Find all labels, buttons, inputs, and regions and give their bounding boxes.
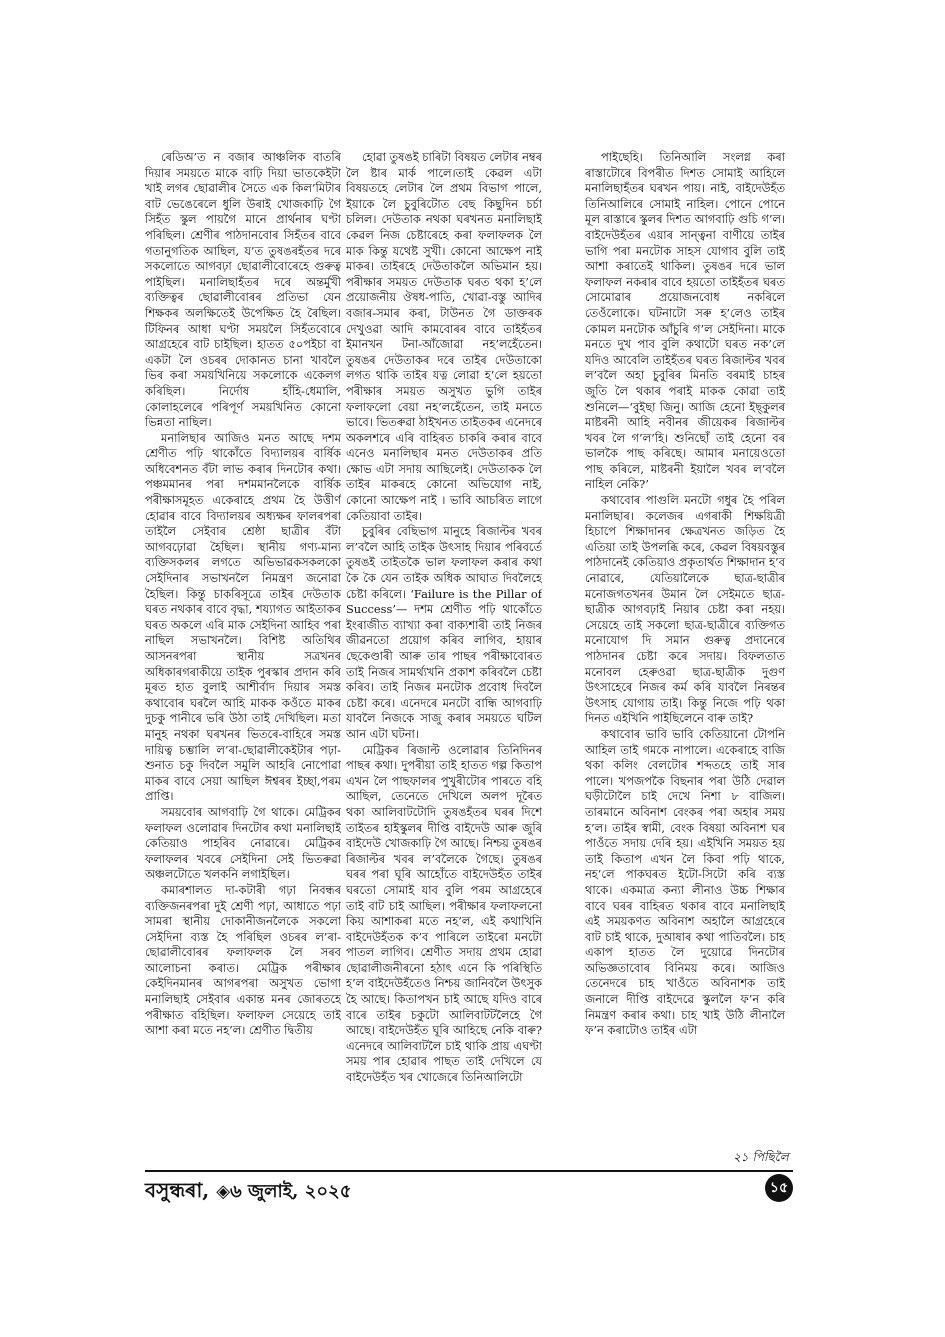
magazine-name: বসুন্ধৰা, bbox=[145, 1178, 210, 1202]
page-number-badge: ১৫ bbox=[765, 1174, 793, 1202]
footer-divider bbox=[145, 1170, 793, 1172]
paragraph: কমাৰশালত দা-কটাৰী গঢ়া নিবন্ধৰ ব্যক্তিজনৰপৰা দুই শ্ৰেণী পঢ়া, আধাতে পঢ়া সামৰা স্থানীয় দোকানীজনলৈকে সকলো সেইদিনা ব্যস্ত হৈ পৰিছিল ওচৰৰ ল’ৰা-ছোৱালীবোৰৰ ফলাফলক লৈ সৰব আলোচনা কৰাত। মেট্ৰিক পৰীক্ষাৰ কেইদিনমানৰ আগৰপৰা অসুখত ভোগা মনালিছাই সেইবাৰ একান্ত মনৰ জোৰতহে পৰীক্ষাত বহিছিল। ফলাফল সেয়েহে তাই আশা কৰা মতে নহ’ল। শ্ৰেণীত দ্বিতীয় bbox=[145, 882, 341, 1038]
paragraph: চুবুৰিৰ বেছিভাগ মানুহে ৰিজাল্টৰ খবৰ ল’বলৈ আহি তাইক উৎসাহ দিয়াৰ পৰিবৰ্তে তুষঙই তাইতকৈ ভাল ফলাফল কৰাৰ কথা কৈ কৈ যেন তাইক অধিক আঘাত দিবলৈহে চেষ্টা কৰিলে। ‘Failure is the Pillar of Success’— দশম শ্ৰেণীত পঢ়ি থাকোঁতে ইংৰাজীত ব্যাখ্যা কৰা বাক্যশাৰী তাই নিজৰ জীৱনতো প্ৰয়োগ কৰিব লাগিব, হায়াৰ ছেকেণ্ডাৰী আৰু তাৰ পাছৰ পৰীক্ষাবোৰত তাই নিজৰ সামৰ্থ্যখনি প্ৰকাশ কৰিবলৈ চেষ্টা কৰিব। তাই নিজৰ মনটোক প্ৰবোধ দিবলৈ চেষ্টা কৰে। এনেদৰে মনটো বান্ধি আগবাঢ়ি যাবলৈ নিজকে সাজু কৰাৰ সময়তে ঘটিল আন এটা ঘটনা। bbox=[346, 524, 542, 741]
article-column-3 bbox=[585, 150, 785, 1150]
article-column-1 bbox=[145, 150, 341, 1150]
paragraph: পাইছেহি। তিনিআলি সংলগ্ন কৰা ৰাস্তাটোৰে বিপৰীত দিশত সোমাই আহিলে মনালিছাহঁতৰ ঘৰখন পায়। নাই, বাইদেউহঁত তিনিআলিৰে সোমাই নাহিল। পোনে পোনে মূল ৰাস্তাৰে স্কুলৰ দিশত আগবাঢ়ি গুচি গ’ল। বাইদেউহঁতৰ এয়াৰ সান্ত্বনা বাণীয়ে তাইৰ ভাগি পৰা মনটোক সাহস যোগাব বুলি তাই আশা কৰাতেই থাকিল। তুষঙৰ দৰে ভাল ফলাফল নকৰাৰ বাবে হয়তো তাইহঁতৰ ঘৰত সোমোৱাৰ প্ৰয়োজনবোধ নকৰিলে তেওঁলোকে। ঘটনাটো সৰু হ’লেও তাইৰ কোমল মনটোক আঁচুৰি গ’ল সেইদিনা। মাকে মনতে দুখ পাব বুলি কথাটো ঘৰত নক’লে যদিও আবেলি তাইহঁতৰ ঘৰত ৰিজাল্টৰ খবৰ ল’বলৈ অহা চুবুৰিৰ মিনতি বৰমাই চাহৰ জুতি লৈ থকাৰ পৰাই মাকক কোৱা তাই শুনিলে—‘বুইছা জিনু। আজি হেনো ইছ্কুলৰ মাষ্টৰনী আহি নবীনৰ জীয়েকৰ ৰিজাল্টৰ খবৰ লৈ গ’ল’হি। শুনিছোঁ তাই হেনো বৰ ভালকৈ পাছ কৰিছে। আমাৰ মনায়েওতো পাছ কৰিলে, মাষ্টৰনী ইয়ালৈ খবৰ ল’বলৈ নাহিল নেকি?’ bbox=[585, 150, 785, 492]
paragraph: ৰেডিঅ’ত ন বজাৰ আঞ্চলিক বাতৰি দিয়াৰ সময়তে মাকে বাঢ়ি দিয়া ভাতকেইটা খাই লগৰ ছোৱালীৰ সৈতে এক কিল’মিটাৰ বাট ভেঙেৰেলে ধুলি উৰাই খোজকাঢ়ি গৈ সিহঁত স্কুল পায়গৈ মানে প্ৰাৰ্থনাৰ ঘণ্টা পৰিছিল। শ্ৰেণীৰ পাঠদানবোৰ সিহঁতৰ বাবে গতানুগতিক আছিল, য’ত তুষঙৰহঁতৰ দৰে সকলোতে আগবঢ়া ছোৱালীবোৰেহে গুৰুত্ব পাইছিল। মনালিছাহঁতৰ দৰে অন্তৰ্মুখী ব্যক্তিত্বৰ ছোৱালীবোৰৰ প্ৰতিভা যেন শিক্ষকৰ অলক্ষিতেই উপেক্ষিত হৈ ৰৈছিল। টিফিনৰ আধা ঘণ্টা সময়লৈ সিহঁতবোৰে আগ্ৰহেৰে বাট চাইছিল। হাতত ৫০পইচা বা একটা লৈ ওচৰৰ দোকানত চানা খাবলৈ ভিৰ কৰা সময়খিনিয়ে সকলোকে একেলগ কৰিছিল। নিৰ্দোষ হাঁহি-ধেমালি, কোলাহলেৰে পৰিপূৰ্ণ সময়খিনিত কোনো ভিন্নতা নাছিল। bbox=[145, 150, 341, 430]
paragraph: হোৱা তুষঙই চাৰিটা বিষয়ত লেটাৰ নম্বৰ লৈ ষ্টাৰ মাৰ্ক পালে।তাই কেৱল এটা বিষয়তহে লেটাৰ লৈ প্ৰথম বিভাগ পালে, ইয়াকে লৈ চুবুৰিটোত বেছ কিছুদিন চৰ্চা চলিল। দেউতাক নথকা ঘৰখনত মনালিছাই কেৱল নিজ চেষ্টাৰেহে কৰা ফলাফলক লৈ মাক কিন্তু যথেষ্ট সুখী। কোনো আক্ষেপ নাই মাকৰ। তাইৰহে দেউতাকলৈ অভিমান হয়। পৰীক্ষাৰ সময়ত দেউতাক ঘৰত থকা হ’লে প্ৰয়োজনীয় ঔষধ-পাতি, খোৱা-বস্তু আদিৰ বজাৰ-সমাৰ কৰা, টাউনত গৈ ডাক্তৰক দেখুওৱা আদি কামবোৰৰ বাবে তাইহঁতৰ ইমানখন টনা-আঁজোৱা নহ’লহেঁতেন। তুষঙৰ দেউতাকৰ দৰে তাইৰ দেউতাকো লগত থাকি তাইৰ যত্ন লোৱা হ’লে হয়তো পৰীক্ষাৰ সময়ত অসুখত ভুগি তাইৰ ফলাফলো বেয়া নহ’লহেঁতেন, তাই মনতে ভাবে। ভিতৰুৱা ঠাইখনত তাইতকৰ এনেদৰে অকলশৰে এৰি বাহিৰত চাকৰি কৰাৰ বাবে এনেও মনালিছাৰ মনত দেউতাকৰ প্ৰতি ক্ষোভ এটা সদায় আছিলেই। দেউতাকক লৈ তাইৰ মাকৰহে কোনো অভিযোগ নাই, কোনো আক্ষেপ নাই । ভাবি আচৰিত লাগে কেতিয়াবা তাইৰ। bbox=[346, 150, 542, 523]
paragraph: মেট্ৰিকৰ ৰিজাল্ট ওলোৱাৰ তিনিদিনৰ পাছৰ কথা। দুপৰীয়া তাই হাতত গল্প কিতাপ এখন লৈ পাছফালৰ পুখুৰীটোৰ পাৰতে বহি আছিল, তেনেতে দেখিলে অলপ দূৰৈত থকা আলিবাটটোদি তুষঙহঁতৰ ঘৰৰ দিশে তাইতৰ হাইস্কুলৰ দীপ্তি বাইদেউ আৰু জুৰি বাইদেউ খোজকাঢ়ি গৈ আছে। নিশ্চয় তুষঙৰ ৰিজাল্টৰ খবৰ ল’বলৈকে গৈছে। তুষঙৰ ঘৰৰ পৰা ঘূৰি আহোঁতে বাইদেউহঁত তাইৰ ঘৰতো সোমাই যাব বুলি পৰম আগ্ৰহেৰে তাই বাট চাই আছিল। পৰীক্ষাৰ ফলাফলনো কিয় আশাকৰা মতে নহ’ল, এই কথাখিনি বাইদেউহঁতক ক’ব পাৰিলে তাইৰো মনটো পাতল লাগিব। শ্ৰেণীত সদায় প্ৰথম হোৱা ছোৱালীজনীৰনো হঠাৎ এনে কি পৰিস্থিতি হ’ল বাইদেউহঁতেও নিশ্চয় জানিবলৈ উৎসুক হৈ আছে। কিতাপখন চাই আছে যদিও বাৰে বাৰে তাইৰ চকুটো আলিবাটটলৈহে গৈ আছে। বাইদেউহঁত ঘূৰি আহিছে নেকি বাৰু? এনেদৰে আলিবাটলৈ চাই থাকি প্ৰায় এঘণ্টা সময় পাৰ হোৱাৰ পাছত তাই দেখিলে যে বাইদেউহঁত খৰ খোজেৰে তিনিআলিটো bbox=[346, 742, 542, 1085]
footer-title bbox=[145, 1176, 351, 1209]
paragraph: কথাবোৰ ভাবি ভাবি কেতিয়ানো টোপনি আহিল তাই গমকে নাপালে। একেৰাহে বাজি থকা কলিং বেলটোৰ শব্দতহে তাই সাৰ পালে। খপজপকৈ বিছনাৰ পৰা উঠি দেৱাল ঘড়ীটোলৈ চাই দেখে নিশা ৮ বাজিল। তাৰমানে অবিনাশ বেংকৰ পৰা অহাৰ সময় হ’ল। তাইৰ স্বামী, বেংক বিষয়া অবিনাশ ঘৰ পাওঁতে সদায় দেৰি হয়। এইখিনি সময়ত হয় তাই কিতাপ এখন লৈ কিবা পঢ়ি থাকে, নহ’লে পাকঘৰত ইটো-সিটো কৰি ব্যস্ত থাকে। একমাত্ৰ কন্যা লীনাও উচ্চ শিক্ষাৰ বাবে ঘৰৰ বাহিৰত থকাৰ বাবে মনালিছাই এই সময়কণত অবিনাশ অহালৈ আগ্ৰহেৰে বাট চাই থাকে, দুআষাৰ কথা পাতিবলৈ। চাহ একাপ হাতত লৈ দুয়োৱে দিনটোৰ অভিজ্ঞতাবোৰ বিনিময় কৰে। আজিও তেনেদৰে চাহ খাওঁতে অবিনাশক তাই জনালে দীপ্তি বাইদেৱে স্কুললৈ ফ’ন কৰি নিমন্ত্ৰণ কৰাৰ কথা। চাহ খাই উঠি লীনালৈ ফ’ন কৰাটোও তাইৰ এটা bbox=[585, 726, 785, 1038]
continued-note: ২১ পিছিলৈ bbox=[733, 1150, 789, 1164]
article-column-2 bbox=[346, 150, 542, 1150]
issue-date: ◈৬ জুলাই, ২০২৫ bbox=[216, 1181, 352, 1202]
paragraph: সময়বোৰ আগবাঢ়ি গৈ থাকে। মেট্ৰিকৰ ফলাফল ওলোৱাৰ দিনটোৰ কথা মনালিছাই কেতিয়াও পাহৰিব নোৱাৰে। মেট্ৰিকৰ ফলাফলৰ খবৰে সেইদিনা সেই ভিতৰুৱা অঞ্চলটোতে খলকনি লগাইছিল। bbox=[145, 804, 341, 882]
paragraph: কথাবোৰ পাগুলি মনটো গধুৰ হৈ পৰিল মনালিছাৰ। কলেজৰ এগৰাকী শিক্ষয়িত্ৰী হিচাপে শিক্ষাদানৰ ক্ষেত্ৰখনত জড়িত হৈ এতিয়া তাই উপলব্ধি কৰে, কেৱল বিষয়বস্তুৰ পাঠদানেই কেতিয়াও প্ৰকৃতাৰ্থত শিক্ষাদান হ’ব নোৱাৰে, যেতিয়ালৈকে ছাত্ৰ-ছাত্ৰীৰ মনোজগতখনৰ উমান লৈ সেইমতে ছাত্ৰ-ছাত্ৰীক আগবঢ়াই নিয়াৰ চেষ্টা কৰা নহয়। সেয়েহে তাই সকলো ছাত্ৰ-ছাত্ৰীৰে ব্যক্তিগত মনোযোগ দি সমান গুৰুত্ব প্ৰদানেৰে পাঠদানৰ চেষ্টা কৰে সদায়। বিফলতাত মনোবল হেৰুওৱা ছাত্ৰ-ছাত্ৰীক দুগুণ উৎসাহেৰে নিজৰ কৰ্ম কৰি যাবলৈ নিৰন্তৰ উৎসাহ যোগায় তাই। কিন্তু নিজে পঢ়ি থকা দিনত এইখিনি পাইছিলেনে বাৰু তাই? bbox=[585, 493, 785, 726]
paragraph: মনালিছাৰ আজিও মনত আছে দশম শ্ৰেণীত পঢ়ি থাকোঁতে বিদ্যালয়ৰ বাৰ্ষিক অধিবেশনত বঁটা লাভ কৰাৰ দিনটোৰ কথা। পঞ্চমমানৰ পৰা দশমমানলৈকে বাৰ্ষিক পৰীক্ষাসমূহত একেৰাহে প্ৰথম হৈ উত্তীৰ্ণ হোৱাৰ বাবে বিদ্যালয়ৰ অধ্যক্ষৰ ফালৰপৰা তাইলৈ সেইবাৰ শ্ৰেষ্ঠা ছাত্ৰীৰ বঁটা আগবঢ়োৱা হৈছিল। স্থানীয় গণ্য-মান্য ব্যক্তিসকলৰ লগতে অভিভাৱকসকলকো সেইদিনাৰ সভাখনলৈ নিমন্ত্ৰণ জনোৱা হৈছিল। কিন্তু চাকৰিসূত্ৰে তাইৰ দেউতাক ঘৰত নথকাৰ বাবে বৃদ্ধা, শয্যাগত আইতাকৰ ঘৰত অকলে এৰি মাক সেইদিনা আহিব পৰা নাছিল সভাখনলৈ। বিশিষ্ট অতিথিৰ আসনৰপৰা স্থানীয় সত্ৰখনৰ অধিকাৰগৰাকীয়ে তাইক পুৰস্কাৰ প্ৰদান কৰি মূৰত হাত বুলাই আশীৰ্বাদ দিয়াৰ সমস্ত কথাবোৰ ঘৰলৈ আহি মাকক কওঁতে মাকৰ দুচকু পানীৰে ভৰি উঠা তাই দেখিছিল। মতা মানুহ নথকা ঘৰখনৰ ভিতৰে-বাহিৰে সমস্ত দায়িত্ব চম্ভালি ল’ৰা-ছোৱালীকেইটাৰ পঢ়া-শুনাত চকু দিবলৈ সমুলি আহৰি নোপোৱা মাকৰ বাবে সেয়া আছিল ঈশ্বৰৰ ইচ্ছা,পৰম প্ৰাপ্তি। bbox=[145, 430, 341, 804]
